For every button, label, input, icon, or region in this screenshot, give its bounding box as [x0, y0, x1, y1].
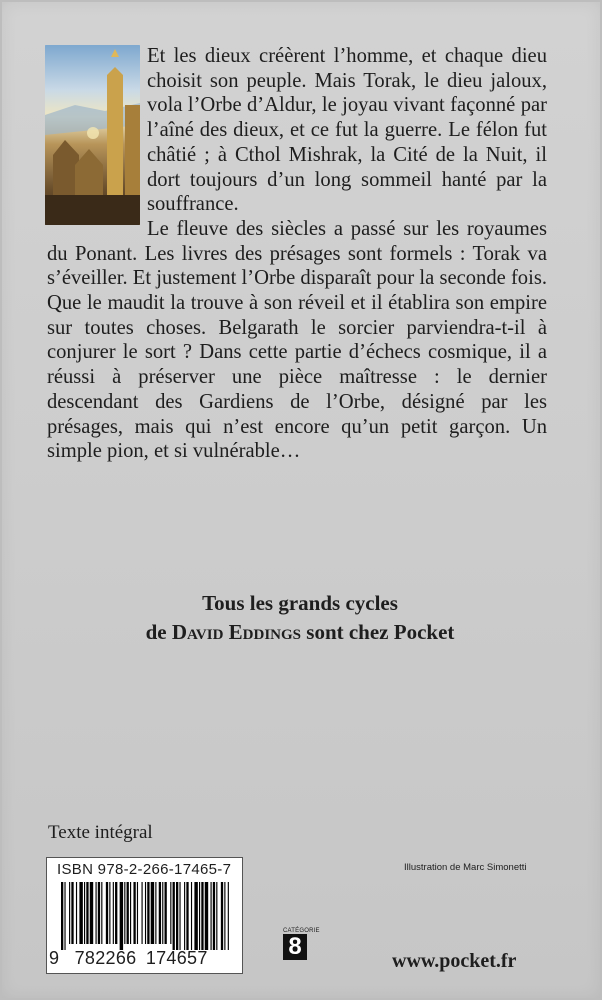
barcode-bar: [69, 882, 70, 944]
barcode-bar: [211, 882, 212, 950]
barcode-bar: [199, 882, 200, 950]
barcode-bar: [130, 882, 131, 944]
promo-prefix: de: [145, 620, 167, 644]
barcode-bar: [142, 882, 143, 944]
barcode-bar: [127, 882, 129, 944]
barcode-bar: [216, 882, 217, 950]
barcode-bar: [201, 882, 203, 950]
barcode-bar: [115, 882, 117, 944]
ean-digits: [49, 948, 239, 969]
blurb: [47, 44, 547, 464]
ean-first-digit: 9: [49, 948, 60, 968]
barcode-bar: [133, 882, 135, 944]
barcode-bar: [96, 882, 97, 944]
barcode-bar: [137, 882, 138, 944]
barcode-bar: [120, 882, 123, 950]
barcode-bar: [151, 882, 154, 944]
barcode-bar: [109, 882, 110, 944]
barcode-bar: [186, 882, 188, 950]
barcode-bar: [176, 882, 178, 950]
categorie-number: 8: [283, 934, 307, 960]
blurb-paragraph-2: Le fleuve des siècles a passé sur les royaumes du Ponant. Les livres des présages sont formels : Torak va s’éveiller. Et justement l’Orbe disparaît pour la seconde fois. Que le maudit la trouve à son réveil et il établira son empire sur toutes choses. Belgarath le sorcier parviendra-t-il à conjurer le sort ? Dans cette partie d’échecs cosmique, il a réussi à préserver une pièce maîtresse : le dernier descendant des Gardiens de l’Orbe, désigné par les présages, mais qui n’est encore qu’un petit garçon. Un simple pion, et si vulnérable…: [47, 217, 547, 463]
barcode: [61, 882, 231, 950]
barcode-bar: [170, 882, 171, 944]
barcode-bar: [61, 882, 63, 950]
barcode-bar: [179, 882, 180, 950]
website-link[interactable]: www.pocket.fr: [392, 950, 517, 972]
barcode-bar: [64, 882, 65, 950]
barcode-bar: [90, 882, 93, 944]
barcode-bar: [79, 882, 82, 944]
illustration-spacer: [47, 44, 147, 238]
barcode-bar: [113, 882, 114, 944]
barcode-bar: [155, 882, 156, 944]
barcode-bar: [224, 882, 225, 950]
promo-author: David Eddings: [171, 620, 302, 644]
barcode-bar: [101, 882, 102, 944]
barcode-bar: [213, 882, 215, 950]
promo-suffix: sont chez Pocket: [306, 620, 455, 644]
barcode-bar: [194, 882, 197, 950]
texte-integral: Texte intégral: [48, 822, 153, 843]
barcode-bar: [71, 882, 73, 944]
barcode-bar: [124, 882, 125, 944]
barcode-box: [46, 857, 243, 974]
barcode-bar: [228, 882, 229, 950]
promo-line-2: [90, 618, 510, 647]
barcode-bar: [205, 882, 208, 950]
barcode-bar: [106, 882, 108, 944]
barcode-bar: [165, 882, 167, 944]
barcode-bar: [162, 882, 163, 944]
barcode-bar: [76, 882, 77, 944]
barcode-bar: [173, 882, 175, 950]
promo-line-1: Tous les grands cycles: [202, 591, 398, 615]
barcode-bar: [86, 882, 88, 944]
barcode-bar: [191, 882, 192, 950]
categorie-badge: [283, 928, 320, 960]
illustration-credit: Illustration de Marc Simonetti: [404, 862, 527, 873]
blurb-paragraph-1: Et les dieux créèrent l’homme, et chaque dieu choisit son peuple. Mais Torak, le dieu jaloux, vola l’Orbe d’Aldur, le joyau vivant façonné par l’aîné des dieux, et ce fut la guerre. Le félon fut châtié ; à Cthol Mishrak, la Cité de la Nuit, il dort toujours d’un long sommeil hanté par la souffrance.: [147, 45, 547, 216]
barcode-bar: [98, 882, 100, 944]
categorie-label: CATÉGORIE: [283, 928, 320, 934]
ean-group-1: 782266: [74, 948, 137, 968]
barcode-bar: [84, 882, 85, 944]
barcode-bar: [159, 882, 161, 944]
isbn-label: ISBN 978-2-266-17465-7: [57, 861, 232, 878]
barcode-bar: [221, 882, 223, 950]
barcode-bar: [147, 882, 149, 944]
ean-group-2: 174657: [145, 948, 208, 968]
promo-block: [90, 589, 510, 647]
barcode-bar: [145, 882, 146, 944]
barcode-bar: [184, 882, 185, 950]
